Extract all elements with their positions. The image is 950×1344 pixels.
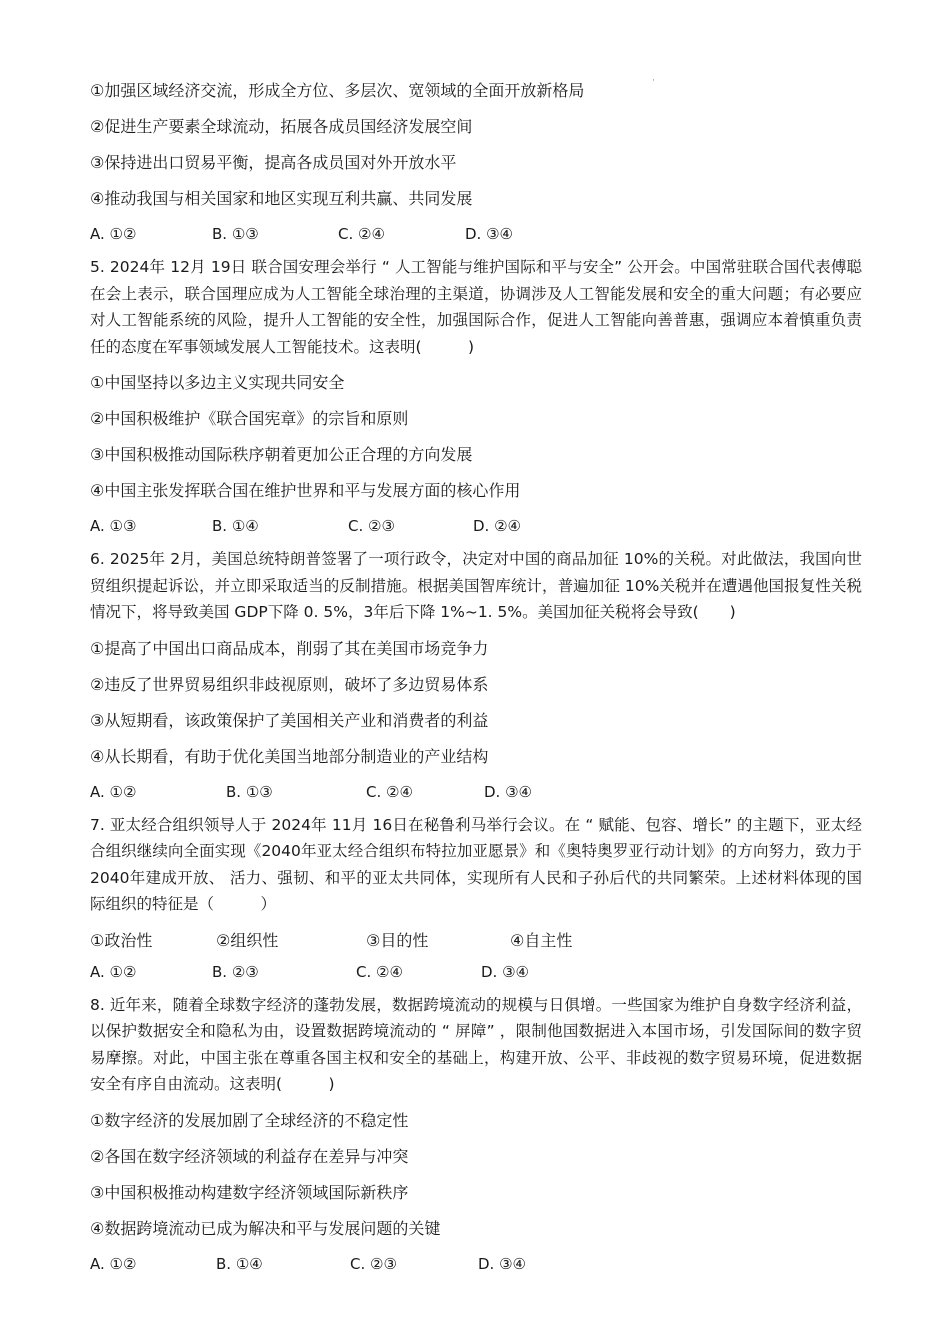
q7-traits: [90, 928, 862, 954]
statement: ①中国坚持以多边主义实现共同安全: [90, 373, 345, 392]
option-d[interactable]: D. ③④: [465, 225, 513, 243]
option-d[interactable]: D. ③④: [478, 1254, 526, 1273]
statement: ④中国主张发挥联合国在维护世界和平与发展方面的核心作用: [90, 481, 521, 500]
option-b[interactable]: B. ①④: [212, 517, 259, 535]
statement: ①提高了中国出口商品成本，削弱了其在美国市场竞争力: [90, 638, 489, 658]
option-a[interactable]: A. ①②: [90, 225, 137, 243]
option-b[interactable]: B. ①③: [212, 225, 259, 243]
trait: ④自主性: [510, 930, 573, 950]
statement: ②各国在数字经济领域的利益存在差异与冲突: [90, 1146, 409, 1166]
option-a[interactable]: A. ①②: [90, 1254, 137, 1273]
option-a[interactable]: A. ①②: [90, 782, 137, 801]
statement: ②促进生产要素全球流动，拓展各成员国经济发展空间: [90, 117, 473, 136]
option-c[interactable]: C. ②④: [366, 782, 413, 801]
option-d[interactable]: D. ③④: [484, 782, 532, 801]
q5-statements: [90, 370, 862, 504]
q8-statements: [90, 1108, 862, 1242]
statement: ②违反了世界贸易组织非歧视原则，破坏了多边贸易体系: [90, 674, 489, 694]
q4-options: [90, 222, 862, 246]
trait: ③目的性: [366, 930, 429, 950]
scan-speck: ·: [652, 76, 655, 86]
option-b[interactable]: B. ①③: [226, 782, 273, 801]
option-a[interactable]: A. ①③: [90, 517, 137, 535]
statement: ④从长期看，有助于优化美国当地部分制造业的产业结构: [90, 746, 489, 766]
q7-options: [90, 960, 862, 984]
statement: ①数字经济的发展加剧了全球经济的不稳定性: [90, 1110, 409, 1130]
q6-stem: 6. 2025年 2月，美国总统特朗普签署了一项行政令，决定对中国的商品加征 10%的关税。对此做法，我国向世贸组织提起诉讼，并立即采取适当的反制措施。根据美国智库统计，普遍加征 10%关税并在遭遇他国报复性关税情况下，将导致美国 GDP下降 0. 5%，3年后下降 1%~1. 5%。美国加征关税将会导致( ): [90, 550, 862, 621]
statement: ①加强区域经济交流，形成全方位、多层次、宽领域的全面开放新格局: [90, 81, 585, 100]
q5-options: [90, 514, 862, 538]
q5-stem: 5. 2024年 12月 19日 联合国安理会举行 “ 人工智能与维护国际和平与安全” 公开会。中国常驻联合国代表傅聪在会上表示，联合国理应成为人工智能全球治理的主渠道，协调涉及人工智能发展和安全的重大问题；有必要应对人工智能系统的风险，提升人工智能的安全性，加强国际合作，促进人工智能向善普惠，强调应本着慎重负责任的态度在军事领域发展人工智能技术。这表明( ): [90, 258, 862, 356]
option-c[interactable]: C. ②④: [356, 962, 403, 981]
statement: ③保持进出口贸易平衡，提高各成员国对外开放水平: [90, 153, 457, 172]
option-c[interactable]: C. ②④: [338, 225, 385, 243]
q8-options: [90, 1252, 862, 1276]
statement: ④数据跨境流动已成为解决和平与发展问题的关键: [90, 1218, 441, 1238]
option-a[interactable]: A. ①②: [90, 962, 137, 981]
option-c[interactable]: C. ②③: [350, 1254, 397, 1273]
trait: ②组织性: [216, 930, 279, 950]
q6-statements: [90, 636, 862, 770]
option-c[interactable]: C. ②③: [348, 517, 395, 535]
q4-statements: [90, 78, 862, 212]
q8-stem: 8. 近年来，随着全球数字经济的蓬勃发展，数据跨境流动的规模与日俱增。一些国家为维护自身数字经济利益，以保护数据安全和隐私为由，设置数据跨境流动的 “ 屏障” ，限制他国数据进入本国市场，引发国际间的数字贸易摩擦。对此，中国主张在尊重各国主权和安全的基础上，构建开放、公平、非歧视的数字贸易环境，促进数据安全有序自由流动。这表明( ): [90, 995, 862, 1093]
statement: ②中国积极维护《联合国宪章》的宗旨和原则: [90, 409, 409, 428]
q6-options: [90, 780, 862, 804]
option-b[interactable]: B. ②③: [212, 962, 259, 981]
q7-stem: 7. 亚太经合组织领导人于 2024年 11月 16日在秘鲁利马举行会议。在 “ 赋能、包容、增长” 的主题下，亚太经合组织继续向全面实现《2040年亚太经合组织布特拉加亚愿景》和《奥特奥罗亚行动计划》的方向努力，致力于 2040年建成开放、 活力、强韧、和平的亚太共同体，实现所有人民和子孙后代的共同繁荣。上述材料体现的国际组织的特征是（ ）: [90, 815, 862, 913]
statement: ④推动我国与相关国家和地区实现互利共赢、共同发展: [90, 189, 473, 208]
trait: ①政治性: [90, 930, 153, 950]
statement: ③从短期看，该政策保护了美国相关产业和消费者的利益: [90, 710, 489, 730]
statement: ③中国积极推动构建数字经济领域国际新秩序: [90, 1182, 409, 1202]
statement: ③中国积极推动国际秩序朝着更加公正合理的方向发展: [90, 445, 473, 464]
exam-page: [90, 78, 862, 1284]
option-b[interactable]: B. ①④: [216, 1254, 263, 1273]
option-d[interactable]: D. ②④: [473, 517, 521, 535]
option-d[interactable]: D. ③④: [481, 962, 529, 981]
